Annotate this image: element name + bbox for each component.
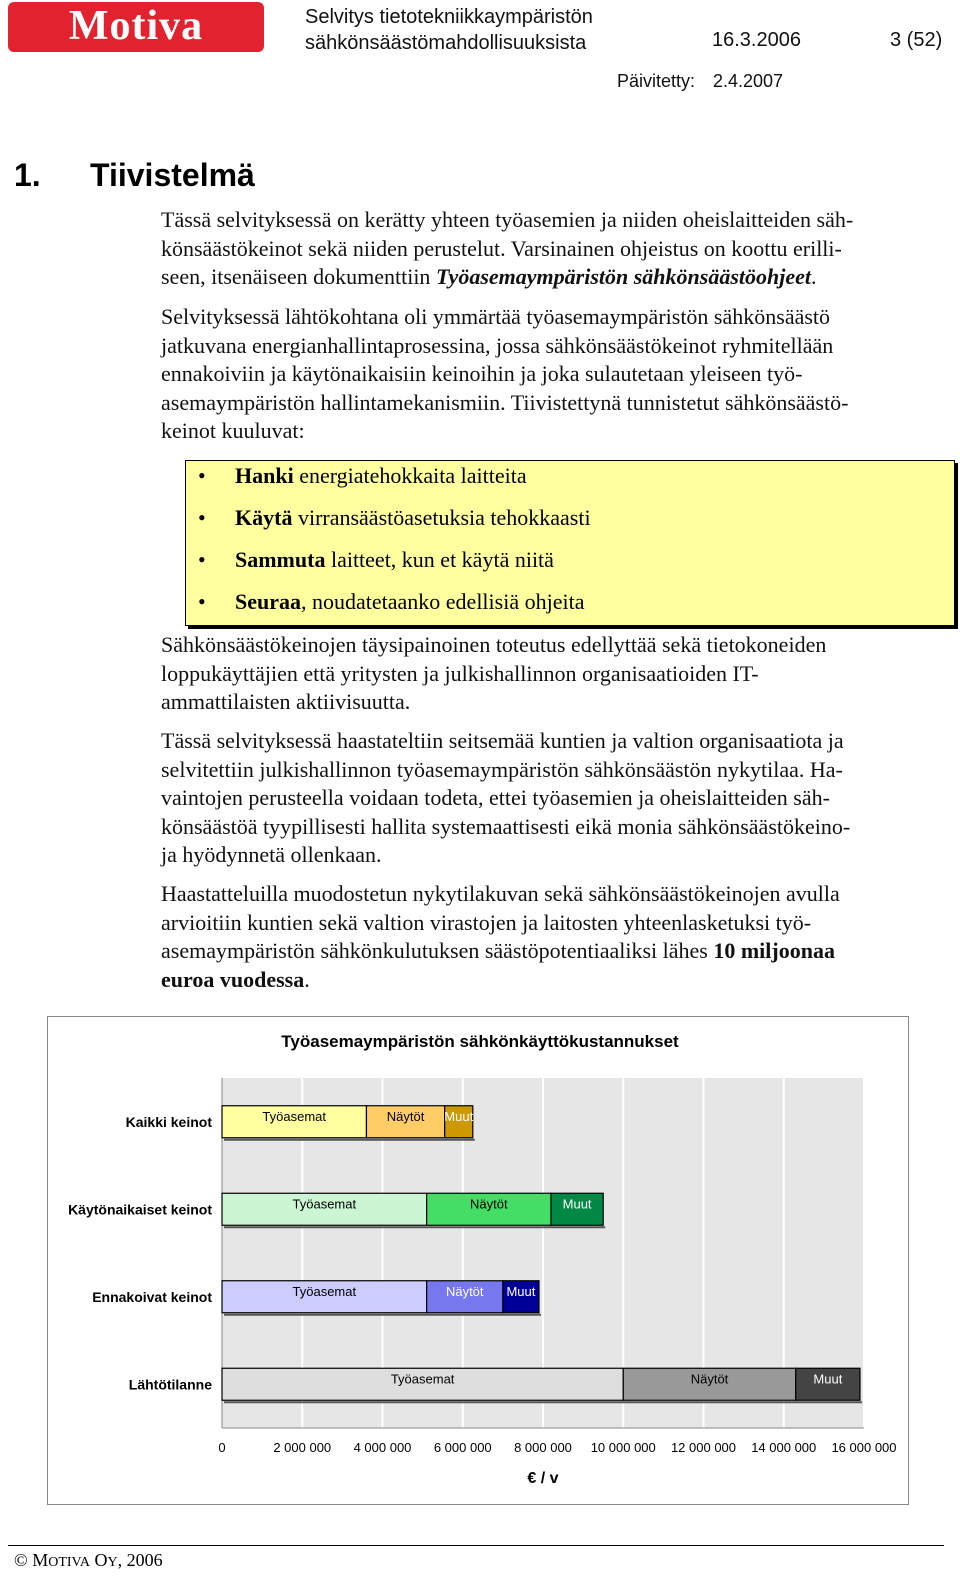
- chart-title: Työasemaympäristön sähkönkäyttökustannukset: [281, 1032, 679, 1051]
- action-verb: Seuraa: [235, 589, 301, 614]
- x-tick-label: 14 000 000: [751, 1440, 817, 1455]
- x-tick-label: 16 000 000: [831, 1440, 897, 1455]
- text-line: Tässä selvityksessä haastateltiin seitsemää kuntien ja valtion organisaatiota ja: [161, 728, 844, 753]
- document-title-line1: Selvitys tietotekniikkaympäristön: [305, 6, 593, 28]
- segment-label: Muut: [562, 1196, 592, 1212]
- guide-document-title: Työasemaympäristön sähkönsäästöohjeet: [435, 264, 811, 289]
- company-initial: O: [89, 1550, 108, 1570]
- action-text: virransäästöasetuksia tehokkaasti: [292, 505, 591, 530]
- bullet-icon: •: [198, 589, 206, 614]
- category-label: Lähtötilanne: [128, 1376, 212, 1393]
- text-span: .: [810, 264, 817, 289]
- text-line: asemaympäristön hallintamekanismiin. Tiivistettynä tunnistetut sähkönsäästö-: [161, 389, 849, 415]
- x-tick-label: 8 000 000: [514, 1440, 572, 1455]
- footer-divider: [8, 1545, 944, 1546]
- category-label: Käytönaikaiset keinot: [68, 1201, 212, 1218]
- segment-label: Muut: [506, 1283, 536, 1299]
- bullet-icon: •: [198, 547, 206, 572]
- savings-amount: 10 miljoonaa: [713, 938, 835, 963]
- bullet-icon: •: [198, 463, 206, 488]
- savings-period: euroa vuodessa: [161, 966, 305, 992]
- category-label: Ennakoivat keinot: [92, 1288, 212, 1305]
- text-line: Tässä selvityksessä on kerätty yhteen työasemien ja niiden oheislaitteiden säh-: [161, 207, 854, 232]
- text-line: Selvityksessä lähtökohtana oli ymmärtää työasemaympäristön sähkönsäästö: [161, 304, 831, 329]
- updated-label: Päivitetty:: [617, 71, 696, 91]
- document-title-line2: sähkönsäästömahdollisuuksista: [305, 32, 587, 54]
- text-line: ammattilaisten aktiivisuutta.: [161, 689, 411, 714]
- section-number: 1.: [14, 157, 41, 193]
- text-line: keinot kuuluvat:: [161, 418, 305, 443]
- text-line: jatkuvana energianhallintaprosessina, jossa sähkönsäästökeinot ryhmitellään: [161, 332, 834, 358]
- segment-label: Työasemat: [292, 1283, 357, 1299]
- page-number: 3 (52): [890, 29, 943, 51]
- company-initial: M: [32, 1550, 49, 1570]
- text-line: ja hyödynnetä ollenkaan.: [161, 842, 382, 867]
- action-verb: Hanki: [235, 463, 294, 488]
- segment-label: Työasemat: [262, 1108, 327, 1124]
- x-tick-label: 4 000 000: [353, 1440, 412, 1455]
- company-rest: Y: [107, 1555, 118, 1570]
- text-line: loppukäyttäjien että yritysten ja julkishallinnon organisaatioiden IT-: [161, 660, 759, 686]
- document-date: 16.3.2006: [712, 29, 801, 51]
- segment-label: Näytöt: [690, 1371, 729, 1387]
- action-text: laitteet, kun et käytä niitä: [325, 547, 554, 572]
- text-line: Haastatteluilla muodostetun nykytilakuvan sekä sähkönsäästökeinojen avulla: [161, 881, 840, 906]
- x-tick-label: 0: [218, 1440, 226, 1455]
- x-tick-label: 2 000 000: [273, 1440, 332, 1455]
- action-text: energiatehokkaita laitteita: [293, 463, 527, 488]
- action-verb: Käytä: [235, 505, 293, 530]
- action-text: , noudatetaanko edellisiä ohjeita: [301, 589, 585, 614]
- section-title: Tiivistelmä: [90, 157, 255, 193]
- text-line: vaintojen perusteella voidaan todeta, ettei työasemien ja oheislaitteiden säh-: [161, 785, 830, 810]
- text-line: Sähkönsäästökeinojen täysipainoinen toteutus edellyttää sekä tietokoneiden: [161, 632, 827, 657]
- segment-label: Työasemat: [292, 1196, 357, 1212]
- category-label: Kaikki keinot: [125, 1113, 212, 1130]
- segment-label: Muut: [813, 1371, 843, 1387]
- updated-date: 2.4.2007: [713, 71, 784, 91]
- text-span: seen, itsenäiseen dokumenttiin: [161, 264, 436, 289]
- x-tick-label: 6 000 000: [433, 1440, 492, 1455]
- action-verb: Sammuta: [235, 547, 326, 572]
- bullet-icon: •: [198, 505, 206, 530]
- x-tick-label: 12 000 000: [670, 1440, 737, 1455]
- x-axis-label: € / v: [527, 1470, 559, 1487]
- segment-label: Työasemat: [390, 1371, 455, 1387]
- text-line: arvioitiin kuntien sekä valtion virastojen ja laitosten yhteenlasketuksi työ-: [161, 909, 812, 935]
- segment-label: Näytöt: [445, 1283, 484, 1299]
- text-span: .: [304, 966, 310, 992]
- x-tick-label: 10 000 000: [590, 1440, 656, 1455]
- company-rest: OTIVA: [48, 1555, 90, 1570]
- segment-label: Näytöt: [386, 1108, 425, 1124]
- segment-label: Muut: [444, 1108, 474, 1124]
- footer-copyright: [14, 1550, 163, 1571]
- text-line: könsäästöä tyypillisesti hallita systemaattisesti eikä monia sähkönsäästökeino-: [161, 813, 851, 839]
- svg-text:Motiva: Motiva: [68, 3, 204, 49]
- text-line: könsäästökeinot sekä niiden perustelut. Varsinainen ohjeistus on koottu erilli-: [161, 235, 842, 261]
- text-span: asemaympäristön sähkönkulutuksen säästöpotentiaaliksi lähes: [161, 938, 714, 963]
- copyright-symbol: ©: [14, 1550, 33, 1570]
- copyright-year: , 2006: [117, 1550, 163, 1570]
- segment-label: Näytöt: [470, 1196, 508, 1212]
- text-line: selvitettiin julkishallinnon työasemaympäristön sähkönsäästön nykytilaa. Ha-: [161, 756, 843, 782]
- text-line: ennakoiviin ja käytönaikaisiin keinoihin ja joka sulautetaan yleiseen työ-: [161, 361, 803, 386]
